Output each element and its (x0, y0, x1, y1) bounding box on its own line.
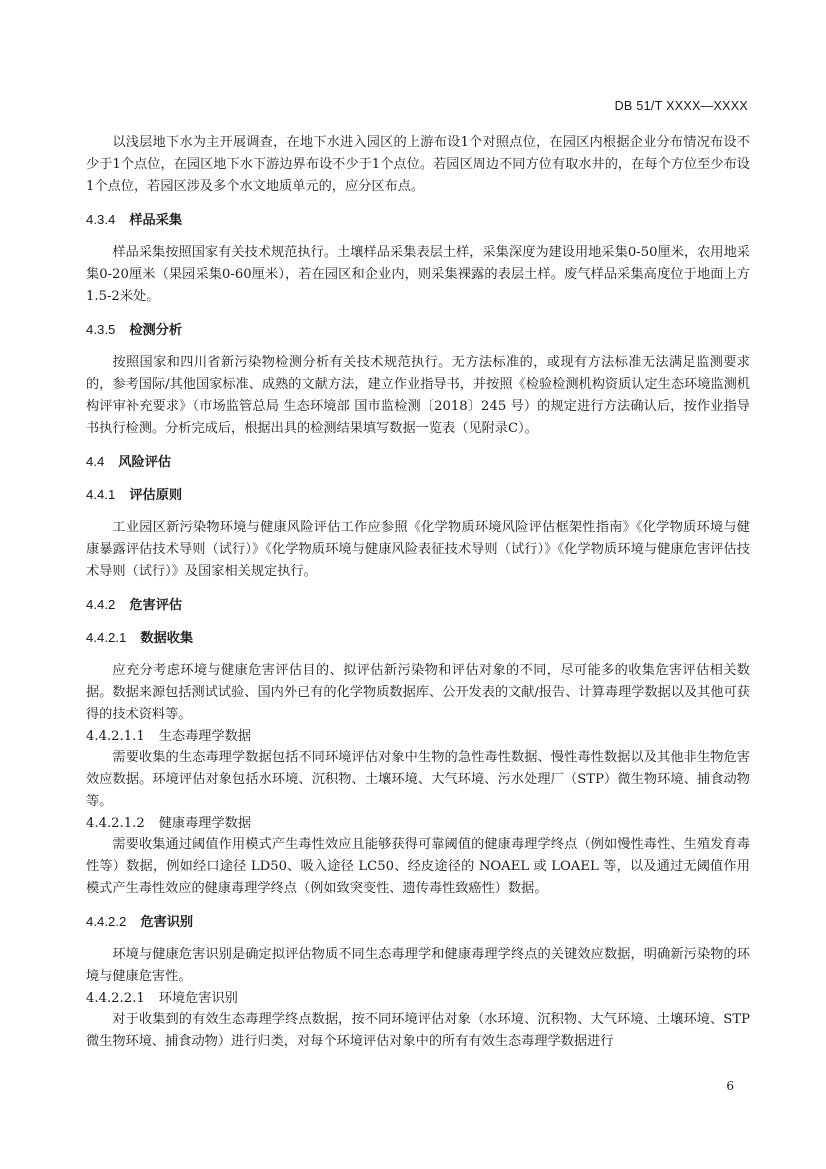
section-heading (86, 911, 750, 933)
heading-title: 健康毒理学数据 (158, 816, 252, 831)
heading-number: 4.3.4 (86, 212, 116, 227)
standard-code: DB 51/T XXXX—XXXX (614, 99, 748, 113)
subsection-heading (86, 988, 750, 1009)
subsection-heading (86, 813, 750, 834)
heading-title: 环境危害识别 (158, 991, 238, 1006)
page-number: 6 (726, 1079, 734, 1093)
heading-title: 危害评估 (129, 597, 183, 612)
paragraph: 工业园区新污染物环境与健康风险评估工作应参照《化学物质环境风险评估框架性指南》《化学物质环境与健康暴露评估技术导则（试行）》《化学物质环境与健康风险表征技术导则（试行）》《化学物质环境与健康危害评估技术导则（试行）》及国家相关规定执行。 (86, 520, 750, 579)
heading-number: 4.4.2.1.1 (86, 729, 145, 744)
paragraph: 按照国家和四川省新污染物检测分析有关技术规范执行。无方法标准的，或现有方法标准无法满足监测要求的，参考国际/其他国家标准、成熟的文献方法，建立作业指导书，并按照《检验检测机构资质认定生态环境监测机构评审补充要求》（市场监管总局 生态环境部 国市监检测〔2018〕245 号）的规定进行方法确认后，按作业指导书执行检测。分析完成后，根据出具的检测结果填写数据一览表（见附录C）。 (86, 355, 750, 436)
heading-title: 样品采集 (129, 212, 183, 227)
heading-title: 生态毒理学数据 (158, 729, 252, 744)
paragraph: 以浅层地下水为主开展调查，在地下水进入园区的上游布设1个对照点位，在园区内根据企业分布情况布设不少于1个点位，在园区地下水下游边界布设不少于1个点位。若园区周边不同方位有取水井的，在每个方位至少布设1个点位，若园区涉及多个水文地质单元的，应分区布点。 (86, 135, 750, 194)
paragraph: 样品采集按照国家有关技术规范执行。土壤样品采集表层土样，采集深度为建设用地采集0-50厘米，农用地采集0-20厘米（果园采集0-60厘米），若在园区和企业内，则采集裸露的表层土样。废气样品采集高度位于地面上方1.5-2米处。 (86, 245, 750, 304)
document-body (86, 132, 750, 1053)
heading-title: 风险评估 (118, 454, 172, 469)
heading-number: 4.4.2.2.1 (86, 991, 145, 1006)
section-heading (86, 209, 750, 231)
paragraph: 需要收集通过阈值作用模式产生毒性效应且能够获得可靠阈值的健康毒理学终点（例如慢性毒性、生殖发育毒性等）数据，例如经口途径 LD50、吸入途径 LC50、经皮途径的 NOAEL 或 LOAEL 等，以及通过无阈值作用模式产生毒性效应的健康毒理学终点（例如致突变性、遗传毒性致癌性）数据。 (86, 837, 750, 896)
section-heading (86, 594, 750, 616)
heading-number: 4.4.2 (86, 597, 116, 612)
section-heading (86, 319, 750, 341)
heading-number: 4.4.2.1 (86, 630, 127, 645)
section-heading (86, 627, 750, 649)
heading-title: 评估原则 (129, 487, 183, 502)
paragraph: 需要收集的生态毒理学数据包括不同环境评估对象中生物的急性毒性数据、慢性毒性数据以及其他非生物危害效应数据。环境评估对象包括水环境、沉积物、土壤环境、大气环境、污水处理厂（STP）微生物环境、捕食动物等。 (86, 750, 750, 809)
heading-title: 危害识别 (140, 914, 194, 929)
heading-title: 检测分析 (129, 322, 183, 337)
section-heading (86, 484, 750, 506)
heading-title: 数据收集 (140, 630, 194, 645)
subsection-heading (86, 726, 750, 747)
heading-number: 4.4.1 (86, 487, 116, 502)
heading-number: 4.4.2.2 (86, 914, 127, 929)
heading-number: 4.3.5 (86, 322, 116, 337)
heading-number: 4.4.2.1.2 (86, 816, 145, 831)
heading-number: 4.4 (86, 454, 105, 469)
paragraph: 环境与健康危害识别是确定拟评估物质不同生态毒理学和健康毒理学终点的关键效应数据，明确新污染物的环境与健康危害性。 (86, 947, 750, 984)
paragraph: 对于收集到的有效生态毒理学终点数据，按不同环境评估对象（水环境、沉积物、大气环境、土壤环境、STP微生物环境、捕食动物）进行归类，对每个环境评估对象中的所有有效生态毒理学数据进行 (86, 1012, 750, 1049)
paragraph: 应充分考虑环境与健康危害评估目的、拟评估新污染物和评估对象的不同，尽可能多的收集危害评估相关数据。数据来源包括测试试验、国内外已有的化学物质数据库、公开发表的文献/报告、计算毒理学数据以及其他可获得的技术资料等。 (86, 663, 750, 722)
section-heading (86, 451, 750, 473)
